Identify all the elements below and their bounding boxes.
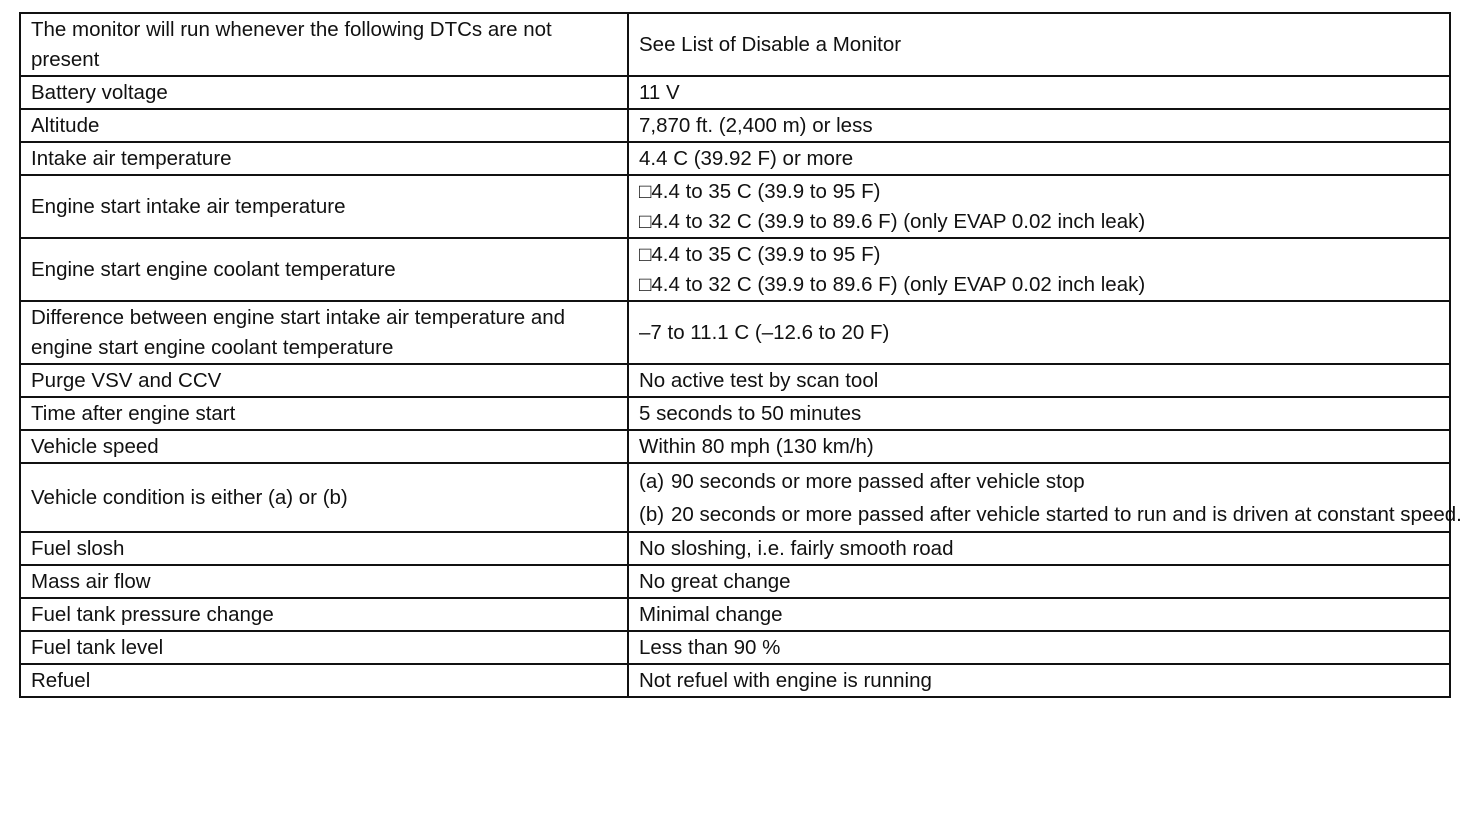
value-line: 5 seconds to 50 minutes: [639, 402, 862, 425]
table-row: [20, 598, 1450, 631]
condition-value: [628, 175, 1450, 238]
condition-value: [628, 631, 1450, 664]
option-label: (a): [639, 470, 665, 493]
value-line: □4.4 to 32 C (39.9 to 89.6 F) (only EVAP 0.02 inch leak): [639, 273, 1146, 296]
value-line: See List of Disable a Monitor: [639, 33, 902, 56]
condition-label: Intake air temperature: [20, 142, 628, 175]
condition-label: Refuel: [20, 664, 628, 697]
condition-label: Engine start engine coolant temperature: [20, 238, 628, 301]
table-row: [20, 631, 1450, 664]
condition-label: Battery voltage: [20, 76, 628, 109]
condition-value: [628, 598, 1450, 631]
condition-label: Purge VSV and CCV: [20, 364, 628, 397]
monitor-conditions-table: [19, 12, 1462, 698]
option-label: (b): [639, 503, 665, 526]
condition-value: [628, 397, 1450, 430]
condition-value: [628, 532, 1450, 565]
condition-label: Fuel tank pressure change: [20, 598, 628, 631]
table-row: [20, 664, 1450, 697]
value-line: No sloshing, i.e. fairly smooth road: [639, 537, 954, 560]
condition-label: Fuel slosh: [20, 532, 628, 565]
condition-value: [628, 301, 1450, 364]
value-line: No great change: [639, 570, 791, 593]
value-line: 4.4 C (39.92 F) or more: [639, 147, 854, 170]
table-row: [20, 238, 1450, 301]
condition-value: [628, 364, 1450, 397]
value-line: Minimal change: [639, 603, 783, 626]
option-text: 90 seconds or more passed after vehicle stop: [671, 470, 1085, 493]
value-line: No active test by scan tool: [639, 369, 879, 392]
value-line: □4.4 to 35 C (39.9 to 95 F): [639, 243, 881, 266]
condition-label: Altitude: [20, 109, 628, 142]
table-row: [20, 565, 1450, 598]
condition-value: [628, 13, 1450, 76]
condition-label: Difference between engine start intake air temperature and engine start engine coolant temperature: [20, 301, 628, 364]
condition-label: Vehicle condition is either (a) or (b): [20, 463, 628, 532]
table-row: [20, 430, 1450, 463]
condition-value: [628, 238, 1450, 301]
condition-label: Fuel tank level: [20, 631, 628, 664]
condition-value: [628, 664, 1450, 697]
condition-value: [628, 430, 1450, 463]
table-row: [20, 109, 1450, 142]
condition-value: [628, 463, 1462, 532]
option-line: [639, 465, 1441, 498]
condition-value: [628, 76, 1450, 109]
value-line: □4.4 to 32 C (39.9 to 89.6 F) (only EVAP 0.02 inch leak): [639, 210, 1146, 233]
table-row: [20, 397, 1450, 430]
condition-label: Engine start intake air temperature: [20, 175, 628, 238]
value-line: 7,870 ft. (2,400 m) or less: [639, 114, 873, 137]
value-line: Within 80 mph (130 km/h): [639, 435, 874, 458]
value-line: Not refuel with engine is running: [639, 669, 932, 692]
table-row: [20, 532, 1450, 565]
condition-label: The monitor will run whenever the following DTCs are not present: [20, 13, 628, 76]
value-line: Less than 90 %: [639, 636, 781, 659]
table-row: [20, 364, 1450, 397]
table-row: [20, 175, 1450, 238]
condition-value: [628, 109, 1450, 142]
option-text: 20 seconds or more passed after vehicle started to run and is driven at constant speed.: [671, 503, 1462, 526]
condition-value: [628, 142, 1450, 175]
value-line: □4.4 to 35 C (39.9 to 95 F): [639, 180, 881, 203]
table-row: [20, 76, 1450, 109]
table-row: [20, 13, 1450, 76]
table-row: [20, 463, 1450, 532]
condition-value: [628, 565, 1450, 598]
value-line: –7 to 11.1 C (–12.6 to 20 F): [639, 321, 890, 344]
condition-label: Mass air flow: [20, 565, 628, 598]
condition-label: Time after engine start: [20, 397, 628, 430]
table-row: [20, 142, 1450, 175]
option-line: [639, 498, 1462, 531]
table-row: [20, 301, 1450, 364]
value-line: 11 V: [639, 81, 680, 104]
condition-label: Vehicle speed: [20, 430, 628, 463]
